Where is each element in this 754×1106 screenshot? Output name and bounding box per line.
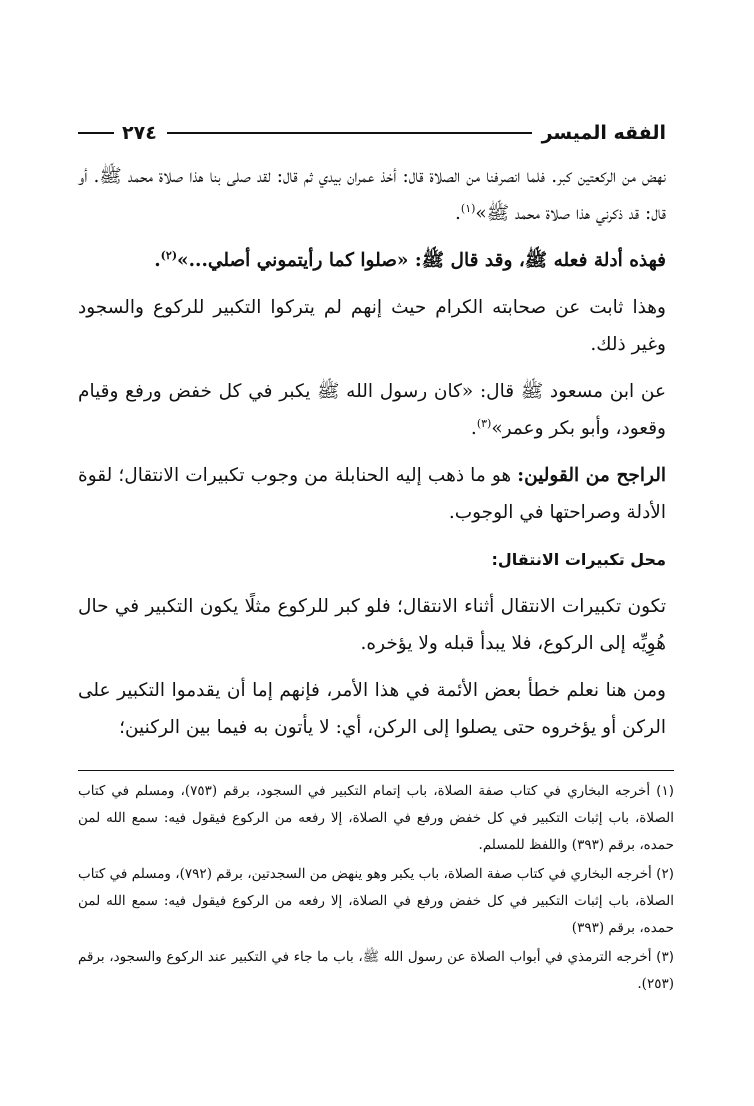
page-number: ٢٧٤ [122, 122, 157, 144]
running-header [78, 118, 666, 148]
footnote-number: (١) [656, 783, 674, 799]
section-heading: محل تكبيرات الانتقال: [491, 550, 666, 569]
paragraph: نهض من الركعتين كبر. فلما انصرفنا من الصلاة قال: أخذ عمران بيدي ثم قال: لقد صلى بنا هذا صلاة محمد ﷺ. أو قال: قد ذكرني هذا صلاة محمد ﷺ»$^{(١)}$. [78, 166, 666, 224]
footnote-ref: (٢) [160, 248, 178, 262]
header-rule-short [78, 132, 114, 134]
main-text [78, 158, 666, 756]
paragraph: تكون تكبيرات الانتقال أثناء الانتقال؛ فلو كبر للركوع مثلًا يكون التكبير في حال هُوِيِّه إلى الركوع، فلا يبدأ قبله ولا يؤخره. [78, 596, 666, 654]
footnote-number: (٣) [656, 949, 674, 965]
header-rule [167, 132, 532, 134]
paragraph-lead: الراجح من القولين: [517, 465, 666, 486]
footnote-ref: (١) [460, 201, 476, 215]
footnote: (١) أخرجه البخاري في كتاب صفة الصلاة، باب إتمام التكبير في السجود، برقم (٧٥٣)، ومسلم في كتاب الصلاة، باب إثبات التكبير في كل خفض ورفع في الصلاة، إلا رفعه من الركوع فيقول فيه: سمع الله لمن حمده، برقم (٣٩٣) واللفظ للمسلم. [78, 783, 674, 853]
paragraph: الراجح من القولين: هو ما ذهب إليه الحنابلة من وجوب تكبيرات الانتقال؛ لقوة الأدلة وصراحتها في الوجوب. [78, 465, 666, 523]
book-title: الفقه الميسر [541, 122, 666, 144]
paragraph: ومن هنا نعلم خطأ بعض الأئمة في هذا الأمر، فإنهم إما أن يقدموا التكبير على الركن أو يؤخروه حتى يصلوا إلى الركن، أي: لا يأتون به فيما بين الركنين؛ [78, 680, 666, 738]
paragraph: فهذه أدلة فعله ﷺ، وقد قال ﷺ: «صلوا كما رأيتموني أصلي...»$^{(٢)}$. [154, 248, 666, 271]
footnote: (٣) أخرجه الترمذي في أبواب الصلاة عن رسول الله ﷺ، باب ما جاء في التكبير عند الركوع والسجود، برقم (٢٥٣). [78, 949, 674, 992]
footnote-separator [78, 770, 674, 771]
footnote: (٢) أخرجه البخاري في كتاب صفة الصلاة، باب يكبر وهو ينهض من السجدتين، برقم (٧٩٢)، ومسلم في كتاب الصلاة، باب إثبات التكبير في كل خفض ورفع في الصلاة، إلا رفعه من الركوع فيقول فيه: سمع الله لمن حمده، برقم (٣٩٣) [78, 866, 674, 936]
footnote-number: (٢) [656, 866, 674, 882]
paragraph: عن ابن مسعود ﷺ قال: «كان رسول الله ﷺ يكبر في كل خفض ورفع وقيام وقعود، وأبو بكر وعمر»$^{(٣)}$. [78, 381, 666, 439]
footnote-ref: (٣) [476, 416, 492, 430]
footnotes [78, 778, 674, 1000]
paragraph: وهذا ثابت عن صحابته الكرام حيث إنهم لم يتركوا التكبير للركوع والسجود وغير ذلك. [78, 297, 666, 355]
